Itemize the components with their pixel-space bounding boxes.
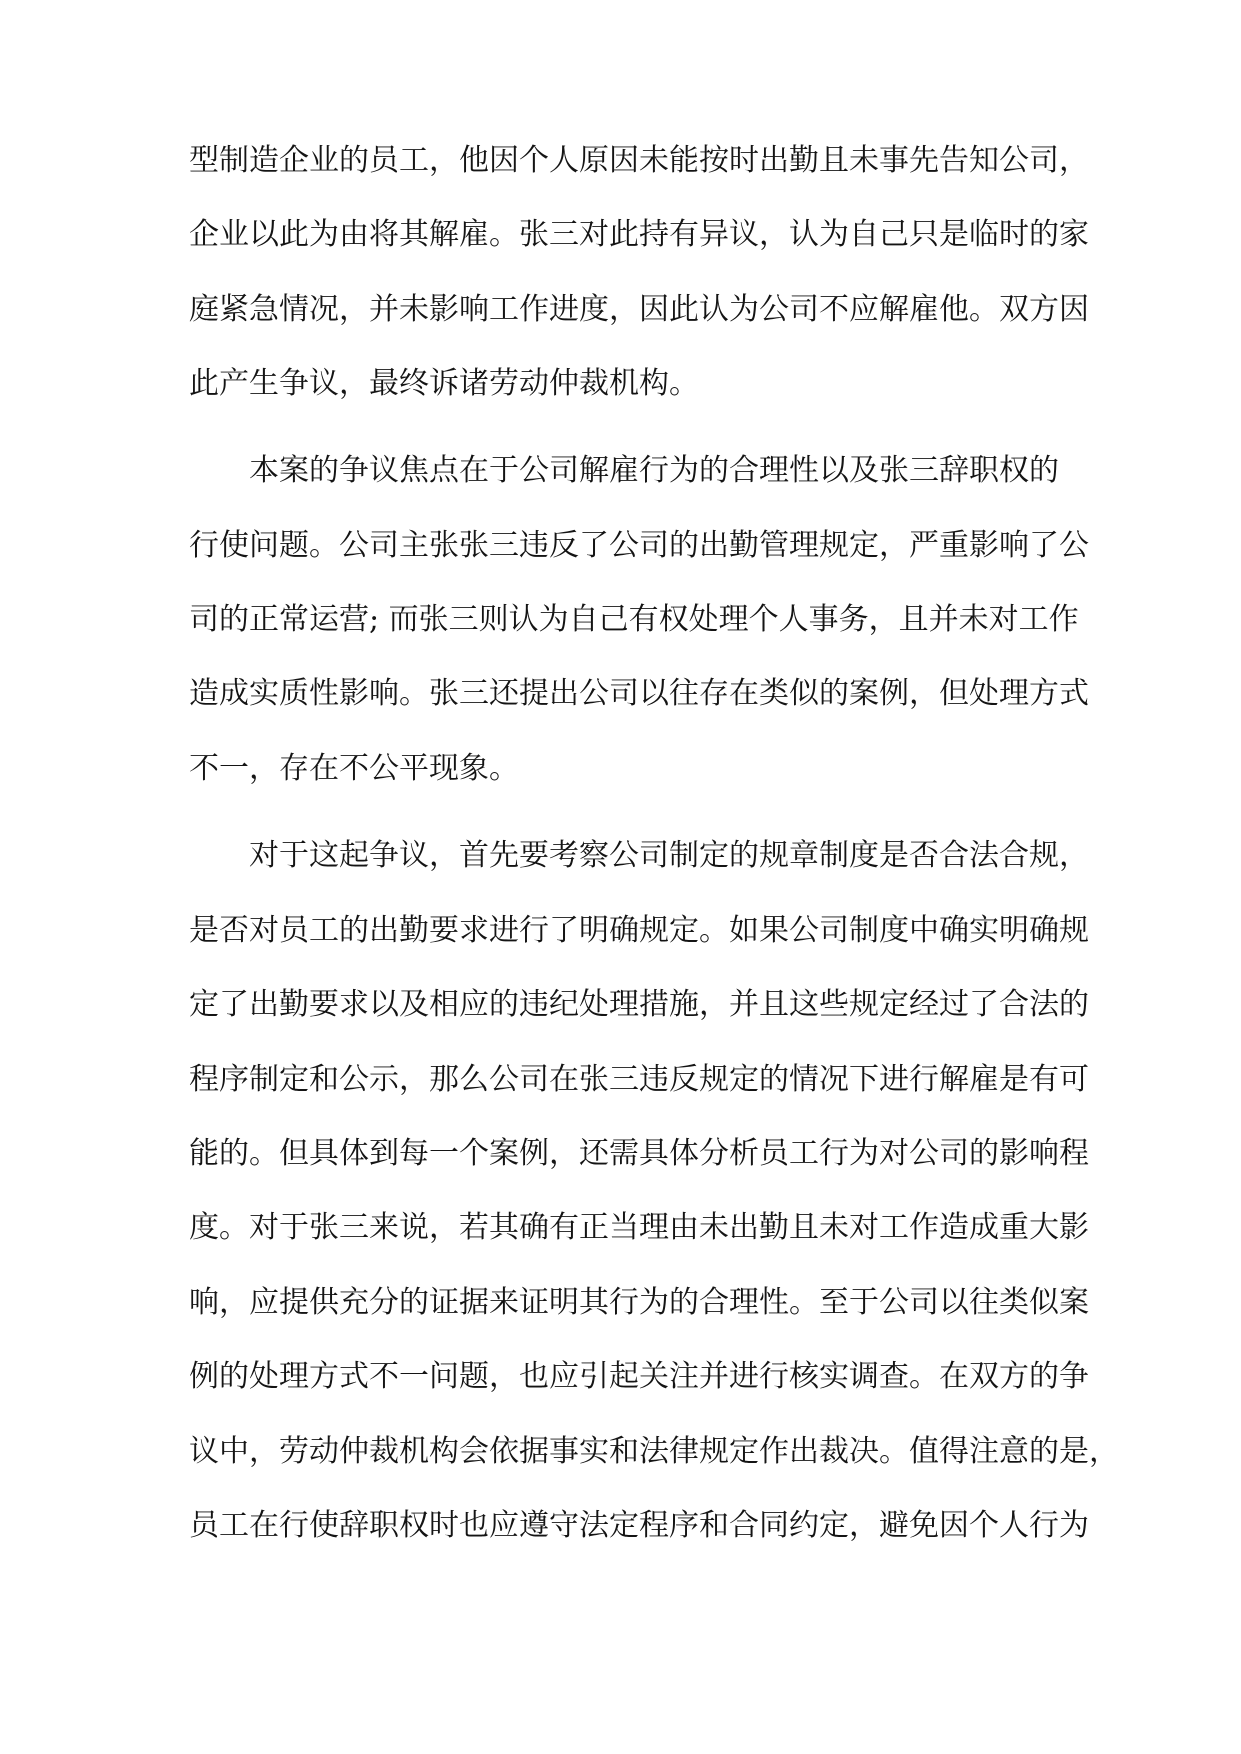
text-line: 程序制定和公示，那么公司在张三违反规定的情况下进行解雇是有可 bbox=[189, 1062, 1089, 1097]
text-line: 能的。但具体到每一个案例，还需具体分析员工行为对公司的影响程 bbox=[189, 1136, 1089, 1171]
text-line: 议中，劳动仲裁机构会依据事实和法律规定作出裁决。值得注意的是， bbox=[189, 1434, 1119, 1469]
text-line: 企业以此为由将其解雇。张三对此持有异议，认为自己只是临时的家 bbox=[189, 217, 1089, 252]
text-line: 型制造企业的员工，他因个人原因未能按时出勤且未事先告知公司， bbox=[189, 143, 1089, 178]
text-line: 不一，存在不公平现象。 bbox=[189, 751, 519, 786]
text-line: 是否对员工的出勤要求进行了明确规定。如果公司制度中确实明确规 bbox=[189, 913, 1089, 948]
text-line: 庭紧急情况，并未影响工作进度，因此认为公司不应解雇他。双方因 bbox=[189, 292, 1089, 327]
text-line: 此产生争议，最终诉诸劳动仲裁机构。 bbox=[189, 366, 699, 401]
text-line: 司的正常运营; 而张三则认为自己有权处理个人事务，且并未对工作 bbox=[189, 602, 1079, 637]
text-line: 例的处理方式不一问题，也应引起关注并进行核实调查。在双方的争 bbox=[189, 1359, 1089, 1394]
text-line: 造成实质性影响。张三还提出公司以往存在类似的案例，但处理方式 bbox=[189, 676, 1089, 711]
paragraph-first-line: 本案的争议焦点在于公司解雇行为的合理性以及张三辞职权的 bbox=[249, 453, 1059, 488]
text-line: 度。对于张三来说，若其确有正当理由未出勤且未对工作造成重大影 bbox=[189, 1210, 1089, 1245]
text-line: 员工在行使辞职权时也应遵守法定程序和合同约定，避免因个人行为 bbox=[189, 1508, 1089, 1543]
paragraph-first-line: 对于这起争议，首先要考察公司制定的规章制度是否合法合规， bbox=[249, 838, 1089, 873]
text-line: 定了出勤要求以及相应的违纪处理措施，并且这些规定经过了合法的 bbox=[189, 987, 1089, 1022]
text-line: 响，应提供充分的证据来证明其行为的合理性。至于公司以往类似案 bbox=[189, 1285, 1089, 1320]
text-line: 行使问题。公司主张张三违反了公司的出勤管理规定，严重影响了公 bbox=[189, 528, 1089, 563]
